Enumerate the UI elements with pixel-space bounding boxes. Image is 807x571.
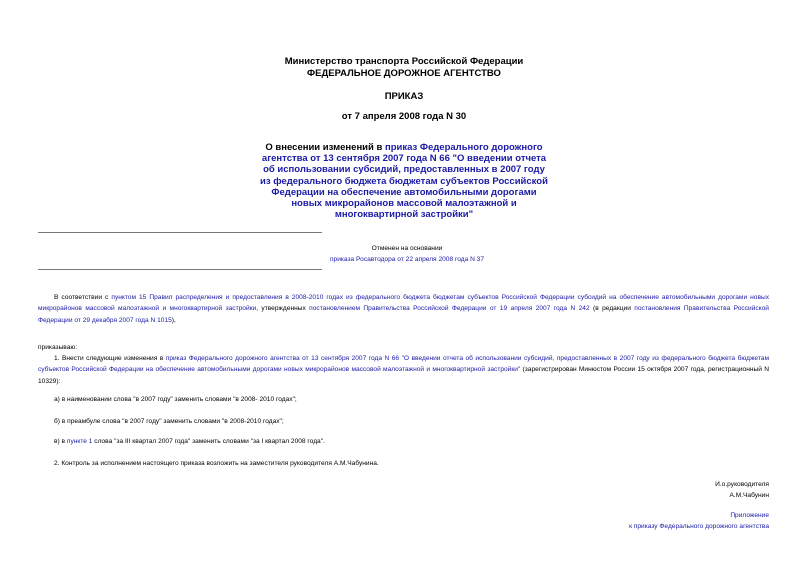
item-2-paragraph: 2. Контроль за исполнением настоящего приказа возложить на заместителя руководителя А.М.Чабунина. — [54, 460, 379, 467]
doc-title-prefix: О внесении изменений в — [265, 142, 385, 153]
preamble-paragraph — [38, 292, 769, 326]
doc-title — [258, 142, 550, 220]
signature-name: А.М.Чабунин — [729, 492, 769, 499]
cancel-note-link[interactable]: приказа Росавтодора от 22 апреля 2008 года N 37 — [329, 256, 484, 263]
preamble-link-decree-1015[interactable]: постановления Правительства Российской Федерации от 29 декабря 2007 года N 1015 — [38, 305, 769, 324]
appendix-label-link[interactable]: Приложение — [730, 512, 769, 519]
item-1-link-order-66[interactable]: приказ Федерального дорожного агентства от 13 сентября 2007 года N 66 "О введении отчета об использовании субсидий, предоставленных в 2007 году из федерального бюджета бюджетам субъектов Российской Федерации на обеспечение автомобильными дорогами новых микрорайонов массовой малоэтажной и многоквартирной застройки" — [38, 355, 769, 374]
sub-item-c-text-1: в) в — [54, 438, 67, 445]
item-1-text-1: 1. Внести следующие изменения в — [54, 355, 166, 362]
appendix-block — [629, 510, 769, 532]
sub-item-a: а) в наименовании слова "в 2007 году" заменить словами "в 2008- 2010 годах"; — [54, 396, 297, 403]
agency-name: ФЕДЕРАЛЬНОЕ ДОРОЖНОЕ АГЕНТСТВО — [307, 68, 501, 79]
preamble-text-1: В соответствии с — [54, 294, 112, 301]
order-word: приказываю: — [38, 344, 78, 351]
sub-item-c — [54, 436, 769, 447]
sub-item-c-link-point-1[interactable]: пункте 1 — [66, 438, 93, 445]
divider-bottom — [38, 269, 322, 270]
preamble-text-2: , утвержденных — [256, 305, 310, 313]
sub-item-b: б) в преамбуле слова "в 2007 году" заменить словами "в 2008-2010 годах"; — [54, 418, 284, 425]
signature-position: И.о.руководителя — [715, 481, 769, 488]
divider-top — [38, 232, 322, 233]
ministry-name: Министерство транспорта Российской Федерации — [284, 56, 524, 67]
signature-block — [715, 479, 769, 501]
item-1-text-2: (зарегистрирован Минюстом России 15 октября 2007 года, регистрационный N 10329): — [38, 366, 769, 385]
preamble-text-4: ), — [171, 316, 176, 324]
preamble-link-rules[interactable]: пунктом 15 Правил распределения и предоставления в 2008-2010 годах из федерального бюджета бюджетам субъектов Российской Федерации субсидий на обеспечение автомобильными дорогами новых микрорайонов массовой малоэтажной и многоквартирной застройки — [38, 294, 769, 313]
preamble-text-3: (в редакции — [589, 305, 635, 313]
item-1-paragraph — [38, 353, 769, 387]
cancel-note — [300, 243, 514, 265]
sub-item-c-text-2: слова "за III квартал 2007 года" заменить словами "за I квартал 2008 года". — [92, 438, 325, 445]
cancel-note-text: Отменен на основании — [371, 245, 443, 252]
appendix-ref-link[interactable]: к приказу Федерального дорожного агентства — [629, 523, 769, 530]
doc-date-number: от 7 апреля 2008 года N 30 — [341, 111, 467, 122]
doc-type: ПРИКАЗ — [384, 91, 424, 102]
doc-title-link[interactable]: приказ Федерального дорожного агентства от 13 сентября 2007 года N 66 "О введении отчета об использовании субсидий, предоставленных в 2007 году из федерального бюджета бюджетам субъектов Российской Федерации на обеспечение автомобильными дорогами новых микрорайонов массовой малоэтажной и многоквартирной застройки" — [260, 142, 548, 221]
preamble-link-decree-242[interactable]: постановлением Правительства Российской Федерации от 19 апреля 2007 года N 242 — [309, 305, 590, 313]
